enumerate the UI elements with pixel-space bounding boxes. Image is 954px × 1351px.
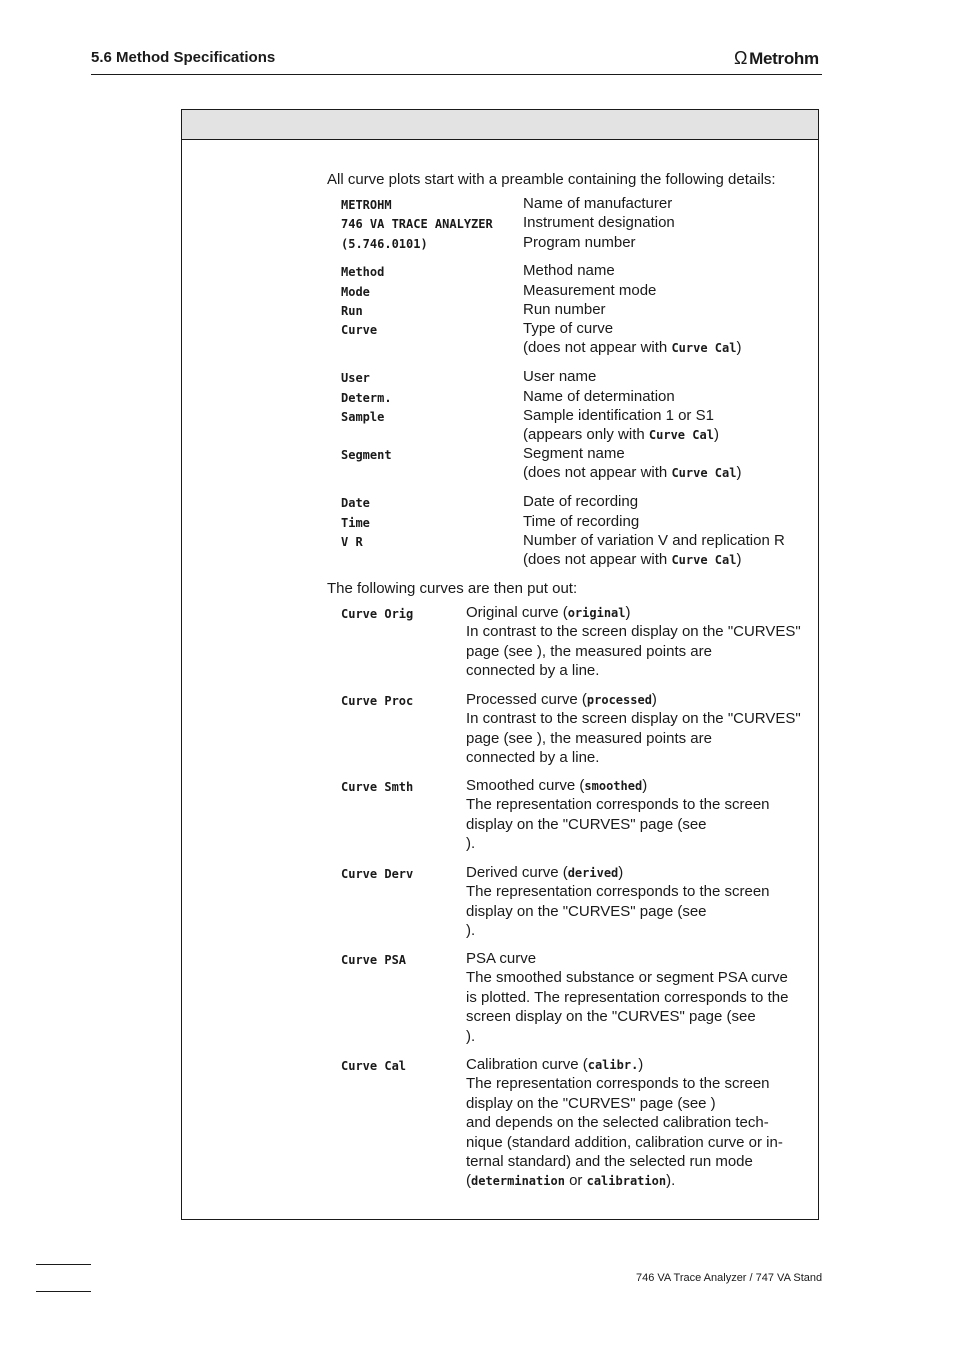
- text-run: PSA curve: [466, 950, 537, 967]
- inline-code: determination: [471, 1174, 565, 1189]
- preamble-item-code: Segment: [341, 448, 392, 462]
- text-run: Date of recording: [523, 493, 639, 510]
- text-run: Segment name: [523, 445, 625, 462]
- curve-item-description-line: [466, 949, 536, 968]
- text-run: screen display on the "CURVES" page (see: [466, 1008, 756, 1026]
- curve-item-description-line: [466, 1027, 475, 1046]
- curve-item-description-line: [466, 748, 599, 767]
- curve-item-description-line: [466, 709, 801, 728]
- header-rule: [91, 74, 822, 75]
- footer-text: 746 VA Trace Analyzer / 747 VA Stand: [636, 1272, 823, 1284]
- preamble-item-description-line: [523, 512, 639, 531]
- preamble-item-code: User: [341, 371, 370, 385]
- preamble-item-description-line: [523, 406, 714, 425]
- footer-rule-top: [36, 1264, 91, 1265]
- curve-item-code: Curve Cal: [341, 1059, 407, 1073]
- inline-code: Curve Cal: [671, 341, 737, 356]
- curve-item-description-line: [466, 921, 475, 940]
- preamble-item-description-line: [523, 338, 741, 358]
- inline-code: Curve Cal: [671, 466, 737, 481]
- curve-item-description-line: [466, 1074, 770, 1093]
- text-run: ): [642, 777, 648, 794]
- preamble-item-description-line: [523, 233, 636, 252]
- text-run: Processed curve (: [466, 691, 587, 708]
- curve-item-description-line: [466, 1152, 753, 1171]
- curve-item-description-line: [466, 815, 707, 834]
- text-run: (does not appear with: [523, 339, 672, 357]
- text-run: connected by a line.: [466, 662, 600, 680]
- text-run: display on the "CURVES" page (see: [466, 815, 707, 833]
- text-run: Name of determination: [523, 388, 675, 405]
- inline-code: original: [567, 606, 626, 620]
- text-run: ).: [466, 1027, 476, 1045]
- preamble-item-code: Time: [341, 516, 370, 530]
- text-run: The representation corresponds to the screen: [466, 796, 770, 814]
- intro-text: All curve plots start with a preamble containing the following details:: [327, 171, 776, 188]
- preamble-item-code: V R: [341, 535, 363, 549]
- preamble-item-description-line: [523, 319, 613, 338]
- text-run: ).: [466, 835, 476, 853]
- curve-item-description-line: [466, 863, 623, 883]
- footer-rule-bottom: [36, 1291, 91, 1292]
- text-run: Instrument designation: [523, 214, 675, 231]
- preamble-item-code: METROHM: [341, 198, 392, 212]
- text-run: ): [713, 426, 719, 444]
- preamble-item-description-line: [523, 444, 625, 463]
- inline-code: calibration: [586, 1174, 667, 1189]
- text-run: The representation corresponds to the screen: [466, 1075, 770, 1093]
- preamble-item-code: 746 VA TRACE ANALYZER: [341, 217, 493, 231]
- curve-item-description-line: [466, 776, 647, 796]
- preamble-item-description-line: [523, 194, 672, 213]
- text-run: Original curve (: [466, 604, 568, 621]
- text-run: ).: [666, 1172, 676, 1190]
- text-run: ): [736, 464, 742, 482]
- preamble-item-description-line: [523, 550, 741, 570]
- text-run: Number of variation V and replication R: [523, 532, 785, 549]
- preamble-item-code: (5.746.0101): [341, 237, 428, 251]
- curve-item-description-line: [466, 795, 770, 814]
- curve-item-description-line: [466, 1007, 756, 1026]
- text-run: ): [736, 339, 742, 357]
- text-run: is plotted. The representation corresponds to the: [466, 988, 789, 1006]
- curve-item-description-line: [466, 834, 475, 853]
- text-run: Derived curve (: [466, 864, 568, 881]
- text-run: In contrast to the screen display on the "CURVES": [466, 710, 801, 728]
- preamble-item-description-line: [523, 213, 675, 232]
- preamble-item-code: Method: [341, 265, 385, 279]
- metrohm-logo: [734, 48, 819, 69]
- curve-item-code: Curve Smth: [341, 780, 414, 794]
- preamble-item-description-line: [523, 367, 596, 386]
- text-run: In contrast to the screen display on the "CURVES": [466, 623, 801, 641]
- preamble-item-code: Date: [341, 496, 370, 510]
- text-run: and depends on the selected calibration tech-: [466, 1114, 769, 1132]
- preamble-item-code: Curve: [341, 323, 378, 337]
- text-run: User name: [523, 368, 597, 385]
- curve-item-description-line: [466, 603, 631, 623]
- text-run: (appears only with: [523, 426, 649, 444]
- curve-item-code: Curve Proc: [341, 694, 414, 708]
- text-run: ): [618, 864, 624, 881]
- curve-item-description-line: [466, 988, 788, 1007]
- preamble-item-code: Determ.: [341, 391, 392, 405]
- preamble-item-code: Run: [341, 304, 363, 318]
- text-run: Time of recording: [523, 513, 640, 530]
- text-run: Sample identification 1 or S1: [523, 407, 714, 424]
- section-title: 5.6 Method Specifications: [91, 49, 276, 66]
- text-run: (does not appear with: [523, 464, 672, 482]
- text-run: Method name: [523, 262, 615, 279]
- curve-item-description-line: [466, 882, 770, 901]
- curve-item-description-line: [466, 1113, 769, 1132]
- logo-text: Metrohm: [749, 48, 819, 68]
- preamble-item-description-line: [523, 425, 719, 445]
- text-run: Name of manufacturer: [523, 195, 673, 212]
- curve-item-description-line: [466, 622, 801, 641]
- curve-item-description-line: [466, 1133, 783, 1152]
- preamble-item-description-line: [523, 281, 656, 300]
- curve-item-description-line: [466, 1055, 643, 1075]
- curve-item-code: Curve Derv: [341, 867, 414, 881]
- text-run: connected by a line.: [466, 749, 600, 767]
- inline-code: Curve Cal: [648, 428, 714, 443]
- text-run: ).: [466, 922, 476, 940]
- omega-icon: Ω: [734, 48, 748, 68]
- curves-intro-text: The following curves are then put out:: [327, 580, 578, 597]
- curve-item-code: Curve Orig: [341, 607, 414, 621]
- curve-item-description-line: [466, 642, 712, 661]
- text-run: display on the "CURVES" page (see ): [466, 1094, 716, 1112]
- preamble-item-code: Sample: [341, 410, 385, 424]
- text-run: Type of curve: [523, 320, 614, 337]
- text-run: The smoothed substance or segment PSA curve: [466, 969, 788, 987]
- preamble-item-description-line: [523, 492, 638, 511]
- text-run: or: [564, 1172, 587, 1190]
- box-header-bar: [182, 110, 818, 140]
- inline-code: derived: [567, 866, 619, 880]
- text-run: (does not appear with: [523, 551, 672, 569]
- text-run: display on the "CURVES" page (see: [466, 902, 707, 920]
- curve-item-description-line: [466, 1094, 716, 1113]
- preamble-item-description-line: [523, 387, 675, 406]
- preamble-item-description-line: [523, 300, 606, 319]
- inline-code: processed: [586, 693, 652, 707]
- curve-item-description-line: [466, 1171, 675, 1191]
- text-run: (: [466, 1172, 471, 1190]
- text-run: Run number: [523, 301, 606, 318]
- text-run: Calibration curve (: [466, 1056, 588, 1073]
- text-run: Smoothed curve (: [466, 777, 585, 794]
- text-run: ): [651, 691, 657, 708]
- curve-item-description-line: [466, 968, 788, 987]
- text-run: The representation corresponds to the screen: [466, 883, 770, 901]
- text-run: nique (standard addition, calibration curve or in-: [466, 1133, 783, 1151]
- text-run: ternal standard) and the selected run mode: [466, 1153, 753, 1170]
- curve-item-description-line: [466, 690, 657, 710]
- inline-code: Curve Cal: [671, 553, 737, 568]
- text-run: page (see ), the measured points are: [466, 642, 712, 660]
- text-run: Program number: [523, 234, 636, 251]
- text-run: ): [736, 551, 742, 569]
- curve-item-description-line: [466, 729, 712, 748]
- preamble-item-code: Mode: [341, 285, 370, 299]
- inline-code: smoothed: [584, 779, 643, 793]
- preamble-item-description-line: [523, 531, 785, 550]
- preamble-item-description-line: [523, 261, 615, 280]
- curve-item-code: Curve PSA: [341, 953, 407, 967]
- text-run: ): [638, 1056, 644, 1073]
- text-run: Measurement mode: [523, 282, 657, 299]
- preamble-item-description-line: [523, 463, 741, 483]
- inline-code: calibr.: [587, 1058, 639, 1072]
- curve-item-description-line: [466, 661, 599, 680]
- text-run: ): [625, 604, 631, 621]
- curve-item-description-line: [466, 902, 707, 921]
- text-run: page (see ), the measured points are: [466, 729, 712, 747]
